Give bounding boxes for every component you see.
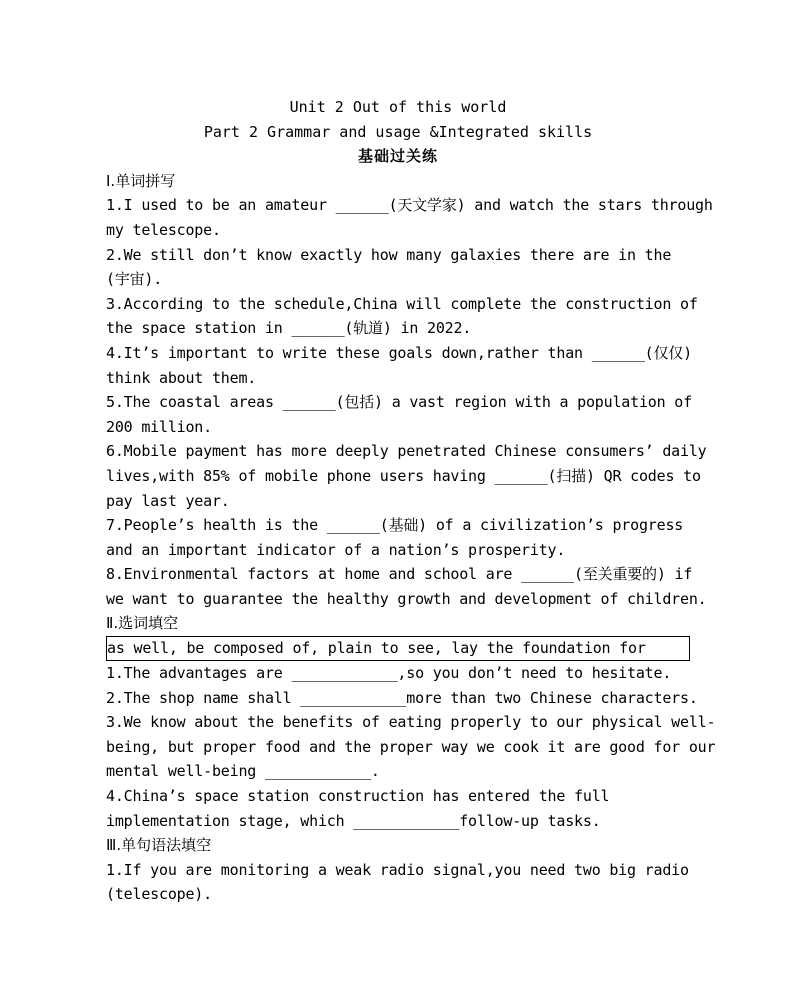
text-line: implementation stage, which ____________follow-up tasks.: [106, 811, 601, 830]
unit-title: Unit 2 Out of this world: [289, 98, 507, 116]
section-title: 基础过关练: [357, 147, 438, 166]
part2-body: [106, 661, 716, 833]
text-line: 2.The shop name shall ____________more than two Chinese characters.: [106, 688, 698, 707]
text-line: being, but proper food and the proper way we cook it are good for our: [106, 737, 716, 756]
text-line: 6.Mobile payment has more deeply penetrated Chinese consumers’ daily: [106, 442, 707, 461]
part2-title: Ⅱ.选词填空: [106, 614, 179, 633]
part-title: Part 2 Grammar and usage &Integrated skills: [203, 122, 593, 141]
text-line: my telescope.: [106, 220, 221, 239]
text-line: 200 million.: [106, 417, 212, 436]
part1-body: [106, 193, 713, 611]
text-line: 2.We still don’t know exactly how many galaxies there are in the: [106, 245, 672, 264]
text-line: (telescope).: [106, 885, 212, 904]
text-line: lives,with 85% of mobile phone users having ______(扫描) QR codes to: [106, 466, 701, 485]
text-line: 1.I used to be an amateur ______(天文学家) and watch the stars through: [106, 196, 713, 215]
text-line: 1.If you are monitoring a weak radio signal,you need two big radio: [106, 860, 689, 879]
worksheet-page: [106, 95, 716, 907]
text-line: 4.It’s important to write these goals down,rather than ______(仅仅): [106, 343, 692, 362]
text-line: 1.The advantages are ____________,so you don’t need to hesitate.: [106, 664, 672, 683]
part3-title: Ⅲ.单句语法填空: [106, 836, 212, 855]
text-line: (宇宙).: [106, 270, 163, 289]
text-line: 3.According to the schedule,China will complete the construction of: [106, 294, 698, 313]
text-line: mental well-being ____________.: [106, 762, 380, 781]
word-bank-box: as well, be composed of, plain to see, lay the foundation for: [106, 636, 690, 661]
text-line: and an important indicator of a nation’s prosperity.: [106, 540, 566, 559]
text-line: pay last year.: [106, 491, 230, 510]
text-line: we want to guarantee the healthy growth and development of children.: [106, 589, 707, 608]
part1-title: Ⅰ.单词拼写: [106, 171, 176, 190]
text-line: 7.People’s health is the ______(基础) of a civilization’s progress: [106, 516, 684, 535]
text-line: 4.China’s space station construction has entered the full: [106, 787, 610, 806]
text-line: 8.Environmental factors at home and school are ______(至关重要的) if: [106, 565, 693, 584]
text-line: the space station in ______(轨道) in 2022.: [106, 319, 472, 338]
part3-body: [106, 858, 690, 907]
text-line: think about them.: [106, 368, 257, 387]
text-line: 5.The coastal areas ______(包括) a vast region with a population of: [106, 393, 692, 412]
text-line: 3.We know about the benefits of eating properly to our physical well-: [106, 713, 716, 732]
